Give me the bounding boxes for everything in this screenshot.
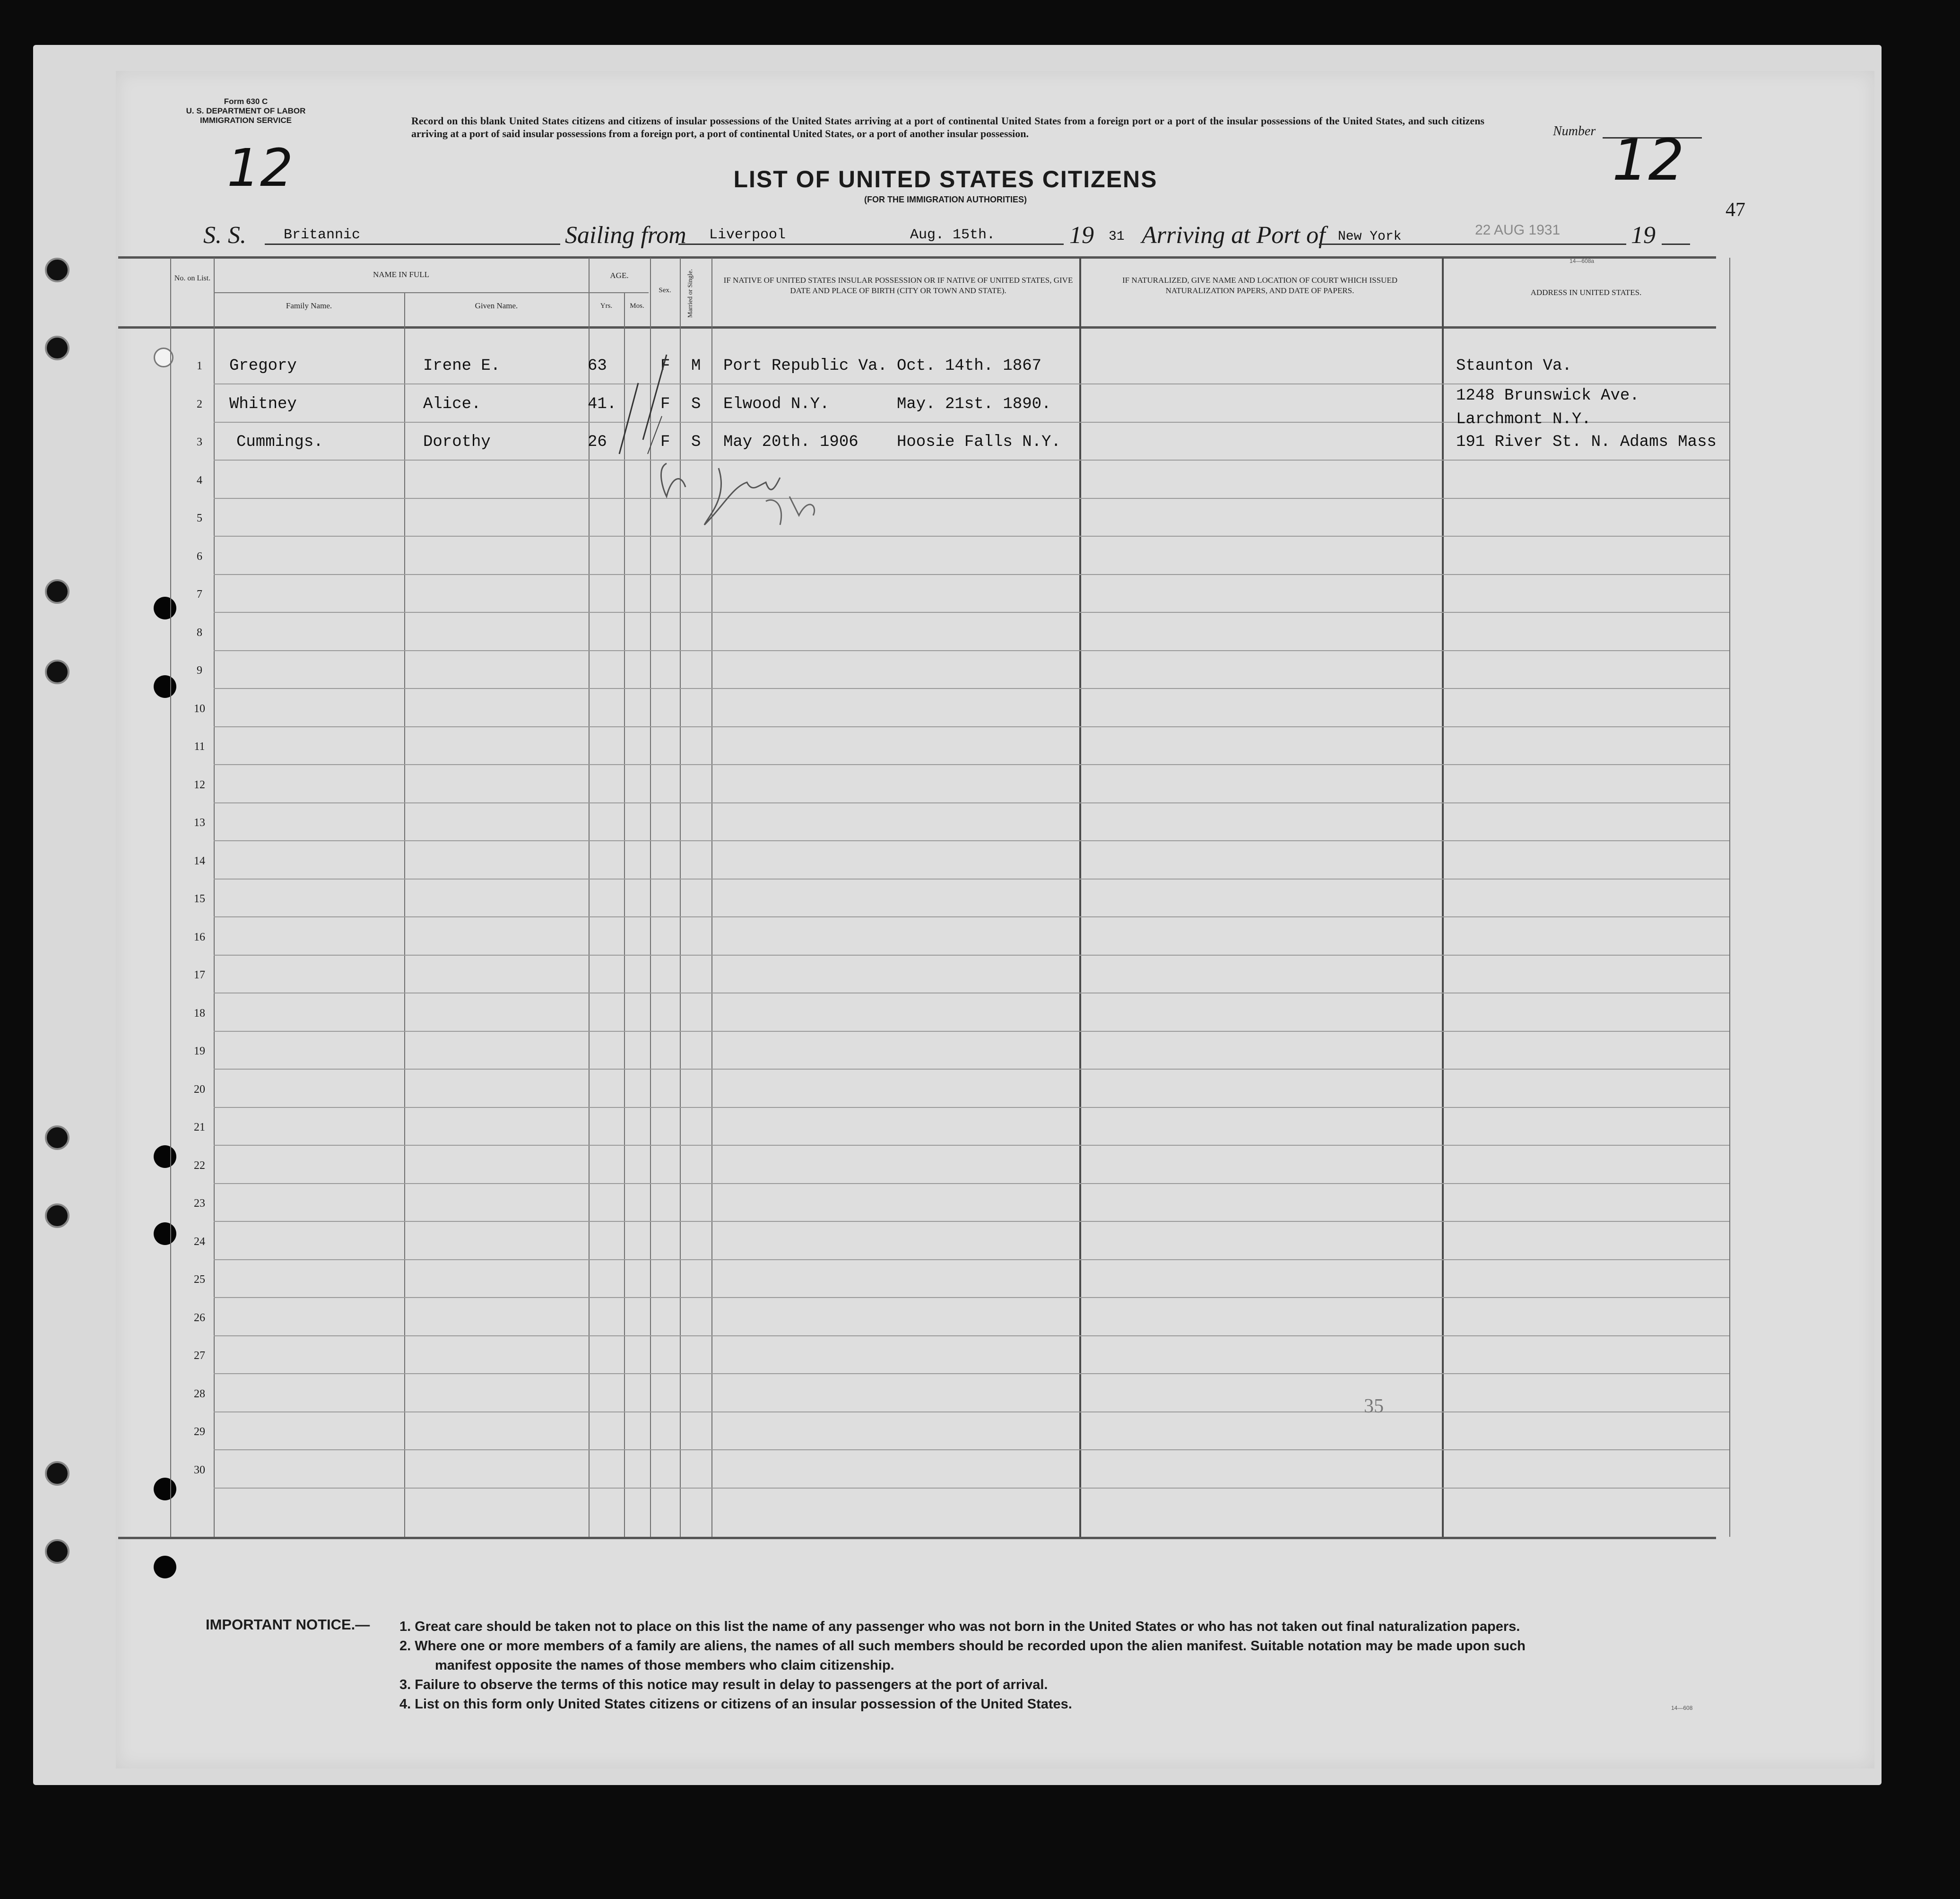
year2-underline [1662, 244, 1690, 245]
row-number: 9 [197, 664, 202, 677]
row-number: 21 [194, 1121, 205, 1133]
department: U. S. DEPARTMENT OF LABOR [186, 106, 306, 115]
notice-item-1: 1. Great care should be taken not to place on this list the name of any passenger who was not born in the United States or who has not taken out final naturalization papers. [399, 1619, 1520, 1634]
row-rule [214, 1297, 1729, 1298]
entry-birth-place: May 20th. 1906 [723, 433, 859, 451]
arrival-stamp: 22 AUG 1931 [1475, 222, 1561, 238]
subheader-rule [214, 292, 649, 293]
binder-hole [154, 675, 176, 698]
page-number: 47 [1726, 199, 1745, 221]
entry-married: M [691, 357, 701, 375]
row-rule [214, 650, 1729, 651]
binder-hole [45, 1125, 69, 1150]
row-number: 17 [194, 969, 205, 981]
entry-married: S [691, 395, 701, 413]
notice-item-2: 2. Where one or more members of a family are aliens, the names of all such members should be recorded upon the alien manifest. Suitable notation may be made upon such [399, 1638, 1526, 1654]
row-rule [214, 1069, 1729, 1070]
row-number: 20 [194, 1083, 205, 1096]
row-number: 14 [194, 854, 205, 867]
row-number: 15 [194, 893, 205, 905]
row-number: 24 [194, 1235, 205, 1248]
row-rule [214, 1183, 1729, 1184]
row-rule [214, 1373, 1729, 1374]
row-number: 13 [194, 817, 205, 829]
sailing-label: Sailing from [565, 222, 686, 249]
row-number: 18 [194, 1007, 205, 1019]
entry-yrs: 41. [588, 395, 617, 413]
handwritten-number: 12 [227, 138, 293, 198]
entry-sex: F [660, 395, 670, 413]
row-number: 7 [197, 588, 202, 601]
binder-hole [45, 258, 69, 282]
binder-hole [154, 1222, 176, 1245]
row-number: 16 [194, 931, 205, 943]
entry-family: Gregory [229, 357, 297, 375]
entry-address1: 191 River St. N. Adams Mass [1456, 433, 1717, 451]
ss-label: S. S. [203, 222, 246, 249]
row-number: 28 [194, 1387, 205, 1400]
header-yrs: Yrs. [600, 302, 613, 310]
row-rule [214, 916, 1729, 917]
year-suffix: 31 [1109, 229, 1125, 244]
row-rule [214, 1107, 1729, 1108]
header-address: ADDRESS IN UNITED STATES. [1530, 288, 1642, 297]
port-from: Liverpool [709, 227, 786, 243]
binder-hole [154, 597, 176, 619]
binder-hole [45, 336, 69, 360]
row-number: 5 [197, 512, 202, 524]
header-native: IF NATIVE OF UNITED STATES INSULAR POSSESSION OR IF NATIVE OF UNITED STATES, GIVE DATE AND PLACE OF BIRTH (CITY OR TOWN AND STATE). [723, 276, 1073, 295]
number-value: 12 [1612, 128, 1684, 193]
row-number: 12 [194, 778, 205, 791]
header-sex: Sex. [659, 287, 671, 294]
entry-birth-date: Hoosie Falls N.Y. [897, 433, 1061, 451]
row-rule [214, 955, 1729, 956]
row-rule [214, 879, 1729, 880]
header-given-name: Given Name. [475, 301, 518, 310]
print-code: 14—608a [1570, 258, 1595, 264]
header-naturalized: IF NATURALIZED, GIVE NAME AND LOCATION OF COURT WHICH ISSUED NATURALIZATION PAPERS, AND DATE OF PAPERS. [1122, 276, 1397, 295]
binder-hole [45, 1203, 69, 1228]
row-rule [214, 1259, 1729, 1260]
entry-yrs: 26 [588, 433, 607, 451]
row-number: 2 [197, 398, 202, 410]
row-rule [214, 726, 1729, 727]
entry-family: Whitney [229, 395, 297, 413]
ship-underline [265, 244, 560, 245]
page-subtitle: (FOR THE IMMIGRATION AUTHORITIES) [864, 195, 1027, 204]
row-number: 27 [194, 1350, 205, 1362]
notice-label: IMPORTANT NOTICE.— [206, 1616, 370, 1633]
row-rule [214, 764, 1729, 765]
entry-address1: Staunton Va. [1456, 357, 1572, 375]
stray-mark: 35 [1364, 1395, 1384, 1417]
manifest-page [116, 71, 1874, 1768]
row-rule [214, 383, 1729, 384]
row-rule [214, 1221, 1729, 1222]
arriving-label: Arriving at Port of [1142, 222, 1326, 249]
row-number: 26 [194, 1311, 205, 1324]
binder-hole [45, 1461, 69, 1486]
header-mos: Mos. [630, 302, 644, 310]
table-top-rule [118, 256, 1716, 259]
row-number: 4 [197, 474, 202, 487]
header-age: AGE. [610, 271, 629, 280]
ship-name: Britannic [284, 227, 361, 243]
instruction-text: Record on this blank United States citizens and citizens of insular possessions of the United States arriving at a port of continental United States from a foreign port or a port of the insular possessions of the United States, and such citizens arriving at a port of said insular possessions from a foreign port, a port of continental United States, or a port of another insular possession. [411, 115, 1484, 139]
binder-hole [45, 1539, 69, 1564]
entry-birth-date: Oct. 14th. 1867 [897, 357, 1042, 375]
entry-given: Irene E. [423, 357, 501, 375]
row-number: 19 [194, 1045, 205, 1057]
row-number: 8 [197, 626, 202, 639]
entry-address1: 1248 Brunswick Ave. [1456, 386, 1639, 405]
row-number: 1 [197, 360, 202, 372]
entry-given: Dorothy [423, 433, 491, 451]
sailing-date: Aug. 15th. [910, 227, 996, 243]
notice-item-3: 3. Failure to observe the terms of this notice may result in delay to passengers at the port of arrival. [399, 1677, 1048, 1692]
col-rule [170, 258, 171, 1537]
entry-birth-place: Elwood N.Y. [723, 395, 830, 413]
entry-sex: F [660, 433, 670, 451]
header-no: No. on List. [174, 274, 211, 282]
notice-item-4: 4. List on this form only United States citizens or citizens of an insular possession of the United States. [399, 1697, 1072, 1712]
entry-yrs: 63 [588, 357, 607, 375]
notice-item-2-cont: manifest opposite the names of those members who claim citizenship. [435, 1658, 894, 1673]
row-rule [214, 688, 1729, 689]
col-rule [214, 258, 215, 1537]
row-rule [214, 1411, 1729, 1412]
col-rule [1729, 258, 1730, 1537]
row-rule [214, 536, 1729, 537]
port-underline [1319, 244, 1626, 245]
row-rule [214, 1488, 1729, 1489]
entry-birth-date: May. 21st. 1890. [897, 395, 1051, 413]
row-rule [214, 1449, 1729, 1450]
binder-hole [154, 1556, 176, 1578]
year-prefix: 19 [1069, 222, 1094, 249]
row-number: 25 [194, 1273, 205, 1286]
binder-hole [154, 1145, 176, 1168]
header-family-name: Family Name. [286, 301, 332, 310]
row-rule [214, 460, 1729, 461]
form-header [170, 97, 321, 125]
year2-prefix: 19 [1631, 222, 1656, 249]
row-rule [214, 1145, 1729, 1146]
row-rule [214, 612, 1729, 613]
row-rule [214, 1335, 1729, 1336]
row-rule [214, 498, 1729, 499]
row-rule [214, 802, 1729, 803]
row-rule [214, 1031, 1729, 1032]
row-number: 11 [194, 740, 205, 753]
row-number: 23 [194, 1197, 205, 1210]
col-rule [1079, 258, 1081, 1537]
table-bottom-rule [118, 1537, 1716, 1539]
binder-hole [45, 579, 69, 604]
row-number: 29 [194, 1426, 205, 1438]
table-header-rule [118, 326, 1716, 329]
handwritten-annotation [610, 317, 823, 563]
entry-married: S [691, 433, 701, 451]
row-number: 6 [197, 550, 202, 563]
footer-code: 14—608 [1671, 1705, 1693, 1711]
binder-hole [45, 660, 69, 684]
entry-given: Alice. [423, 395, 481, 413]
number-label: Number [1553, 124, 1596, 139]
row-rule [214, 840, 1729, 841]
entry-family: Cummings. [236, 433, 323, 451]
entry-address2: Larchmont N.Y. [1456, 410, 1591, 428]
header-name-in-full: NAME IN FULL [373, 270, 429, 279]
row-number: 30 [194, 1463, 205, 1476]
binder-hole [154, 1478, 176, 1500]
col-rule [1442, 258, 1444, 1537]
sailing-underline [678, 244, 1064, 245]
port-to: New York [1338, 229, 1402, 244]
entry-birth-place: Port Republic Va. [723, 357, 887, 375]
form-number: Form 630 C [224, 97, 268, 106]
header-married: Married or Single. [687, 269, 694, 318]
row-number: 22 [194, 1159, 205, 1172]
page-title: LIST OF UNITED STATES CITIZENS [733, 166, 1158, 192]
entry-sex: F [660, 357, 670, 375]
service: IMMIGRATION SERVICE [200, 116, 292, 125]
row-rule [214, 574, 1729, 575]
col-rule [404, 292, 405, 1537]
row-number: 3 [197, 436, 202, 448]
row-number: 10 [194, 702, 205, 715]
